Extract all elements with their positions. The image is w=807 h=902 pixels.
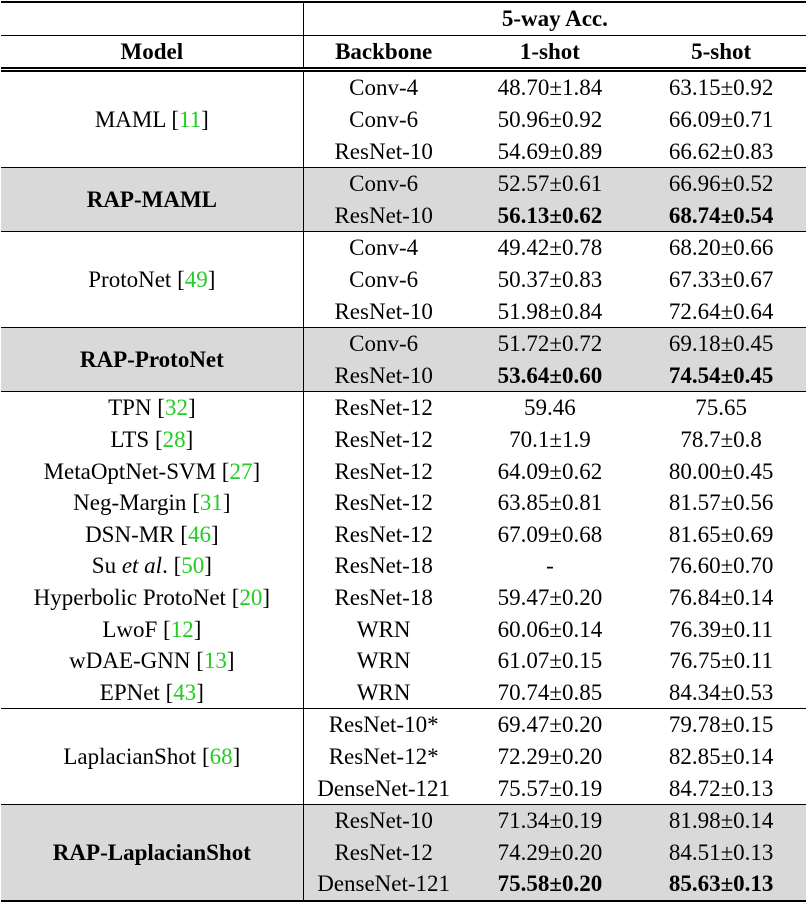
five-shot-cell: 66.62±0.83 bbox=[668, 138, 774, 164]
five-shot-cell: 63.15±0.92 bbox=[636, 70, 806, 104]
model-cell: LTS [28] bbox=[1, 424, 303, 456]
model-cell: TPN [32] bbox=[1, 392, 303, 424]
model-cell: LwoF [12] bbox=[1, 613, 303, 645]
one-shot-cell: - bbox=[546, 553, 554, 579]
model-cell: Neg-Margin [31] bbox=[1, 487, 303, 519]
table-row bbox=[1, 582, 806, 614]
header-5shot: 5-shot bbox=[636, 35, 806, 70]
five-shot-cell: 66.96±0.52 bbox=[636, 167, 806, 199]
backbone-cell: ResNet-12* bbox=[328, 743, 439, 769]
model-name: Su bbox=[91, 553, 117, 579]
one-shot-cell: 61.07±0.15 bbox=[497, 648, 603, 674]
header-group-5way: 5-way Acc. bbox=[303, 2, 806, 35]
model-name: RAP-MAML bbox=[86, 187, 217, 213]
citation-link[interactable]: 43 bbox=[173, 679, 197, 705]
model-name: Neg-Margin bbox=[73, 490, 187, 516]
table-row bbox=[1, 455, 806, 487]
five-shot-cell: 84.72±0.13 bbox=[668, 775, 774, 801]
one-shot-cell: 50.37±0.83 bbox=[497, 267, 603, 293]
model-name: RAP-LaplacianShot bbox=[52, 839, 251, 865]
citation-link[interactable]: 32 bbox=[164, 395, 188, 421]
model-cell bbox=[1, 167, 303, 231]
backbone-cell: ResNet-12 bbox=[334, 521, 433, 547]
model-name: Hyperbolic ProtoNet bbox=[33, 584, 226, 610]
one-shot-cell: 51.98±0.84 bbox=[497, 298, 603, 324]
model-name-suffix: . bbox=[162, 553, 168, 579]
five-shot-cell: 78.7±0.8 bbox=[680, 427, 762, 453]
citation-link[interactable]: 12 bbox=[170, 616, 194, 642]
one-shot-cell: 50.96±0.92 bbox=[497, 107, 603, 133]
five-shot-cell: 81.65±0.69 bbox=[668, 521, 774, 547]
backbone-cell: WRN bbox=[356, 648, 411, 674]
model-name: TPN bbox=[108, 395, 152, 421]
table-row bbox=[1, 70, 806, 104]
five-shot-cell: 76.75±0.11 bbox=[669, 648, 774, 674]
one-shot-cell: 60.06±0.14 bbox=[497, 616, 603, 642]
model-cell: DSN-MR [46] bbox=[1, 519, 303, 551]
model-name: LwoF bbox=[102, 616, 158, 642]
five-shot-cell: 68.20±0.66 bbox=[636, 232, 806, 264]
backbone-cell: ResNet-10 bbox=[334, 298, 433, 324]
table-row bbox=[1, 519, 806, 551]
one-shot-cell: 51.72±0.72 bbox=[464, 327, 637, 359]
model-name: ProtoNet bbox=[88, 267, 172, 293]
model-cell: Hyperbolic ProtoNet [20] bbox=[1, 582, 303, 614]
one-shot-cell: 71.34±0.19 bbox=[464, 804, 637, 836]
one-shot-cell: 64.09±0.62 bbox=[497, 458, 603, 484]
one-shot-cell: 75.57±0.19 bbox=[497, 775, 603, 801]
backbone-cell: WRN bbox=[356, 616, 411, 642]
backbone-cell: Conv-6 bbox=[303, 167, 463, 199]
backbone-cell: DenseNet-121 bbox=[303, 868, 463, 901]
backbone-cell: ResNet-10 bbox=[303, 200, 463, 232]
backbone-cell: ResNet-10 bbox=[303, 360, 463, 392]
five-shot-cell: 79.78±0.15 bbox=[636, 709, 806, 741]
table-row bbox=[1, 804, 806, 836]
backbone-cell: ResNet-12 bbox=[334, 458, 433, 484]
one-shot-cell: 74.29±0.20 bbox=[464, 836, 637, 868]
backbone-cell: ResNet-12 bbox=[303, 392, 463, 424]
five-shot-cell: 76.39±0.11 bbox=[669, 616, 774, 642]
five-shot-cell: 68.74±0.54 bbox=[636, 200, 806, 232]
one-shot-cell: 67.09±0.68 bbox=[497, 521, 603, 547]
table-row bbox=[1, 232, 806, 264]
five-shot-cell: 81.57±0.56 bbox=[668, 490, 774, 516]
five-shot-cell: 84.34±0.53 bbox=[668, 679, 774, 705]
one-shot-cell: 53.64±0.60 bbox=[464, 360, 637, 392]
five-shot-cell: 80.00±0.45 bbox=[668, 458, 774, 484]
five-shot-cell: 67.33±0.67 bbox=[668, 267, 774, 293]
backbone-cell: ResNet-12 bbox=[334, 490, 433, 516]
one-shot-cell: 72.29±0.20 bbox=[497, 743, 603, 769]
table-row bbox=[1, 550, 806, 582]
table-row bbox=[1, 676, 806, 708]
one-shot-cell: 70.74±0.85 bbox=[497, 679, 603, 705]
table-row bbox=[1, 613, 806, 645]
five-shot-cell: 85.63±0.13 bbox=[636, 868, 806, 901]
model-cell bbox=[1, 327, 303, 391]
backbone-cell: ResNet-18 bbox=[334, 553, 433, 579]
backbone-cell: Conv-6 bbox=[349, 267, 419, 293]
model-name-italic: et al bbox=[121, 553, 163, 579]
model-name: DSN-MR bbox=[85, 521, 175, 547]
table-body bbox=[1, 70, 806, 901]
citation-link[interactable]: 49 bbox=[184, 267, 208, 293]
backbone-cell: ResNet-12 bbox=[303, 836, 463, 868]
backbone-cell: ResNet-12 bbox=[334, 427, 433, 453]
five-shot-cell: 81.98±0.14 bbox=[636, 804, 806, 836]
backbone-cell: ResNet-10 bbox=[334, 138, 433, 164]
one-shot-cell: 49.42±0.78 bbox=[464, 232, 637, 264]
model-cell: wDAE-GNN [13] bbox=[1, 645, 303, 677]
five-shot-cell: 75.65 bbox=[636, 392, 806, 424]
five-shot-cell: 69.18±0.45 bbox=[636, 327, 806, 359]
one-shot-cell: 52.57±0.61 bbox=[464, 167, 637, 199]
model-name: MAML bbox=[94, 107, 166, 133]
five-shot-cell: 84.51±0.13 bbox=[636, 836, 806, 868]
backbone-cell: Conv-4 bbox=[303, 70, 463, 104]
one-shot-cell: 75.58±0.20 bbox=[464, 868, 637, 901]
citation-link[interactable]: 28 bbox=[162, 427, 186, 453]
table-row bbox=[1, 645, 806, 677]
backbone-cell: ResNet-10 bbox=[303, 804, 463, 836]
model-cell: MAML [11] bbox=[1, 70, 303, 168]
one-shot-cell: 69.47±0.20 bbox=[464, 709, 637, 741]
header-backbone: Backbone bbox=[303, 35, 463, 70]
five-shot-cell: 76.84±0.14 bbox=[668, 584, 774, 610]
table-row bbox=[1, 167, 806, 199]
table-row bbox=[1, 424, 806, 456]
backbone-cell: Conv-6 bbox=[303, 327, 463, 359]
citation-link[interactable]: 68 bbox=[209, 743, 233, 769]
backbone-cell: WRN bbox=[356, 679, 411, 705]
model-cell: MetaOptNet-SVM [27] bbox=[1, 455, 303, 487]
results-table bbox=[1, 1, 806, 902]
model-name: RAP-ProtoNet bbox=[79, 347, 224, 373]
citation-link[interactable]: 50 bbox=[181, 553, 205, 579]
citation-link[interactable]: 13 bbox=[203, 648, 227, 674]
model-name: EPNet bbox=[99, 679, 160, 705]
model-name: LTS bbox=[110, 427, 150, 453]
five-shot-cell: 66.09±0.71 bbox=[668, 107, 774, 133]
one-shot-cell: 56.13±0.62 bbox=[464, 200, 637, 232]
table-row bbox=[1, 487, 806, 519]
model-cell: LaplacianShot [68] bbox=[1, 709, 303, 805]
header-empty bbox=[1, 2, 303, 35]
model-cell bbox=[1, 804, 303, 900]
model-name: wDAE-GNN bbox=[69, 648, 191, 674]
citation-link[interactable]: 20 bbox=[239, 584, 263, 610]
model-cell: EPNet [43] bbox=[1, 676, 303, 708]
one-shot-cell: 54.69±0.89 bbox=[497, 138, 603, 164]
model-cell: Su et al. [50] bbox=[1, 550, 303, 582]
model-name: MetaOptNet-SVM bbox=[43, 458, 217, 484]
table-row bbox=[1, 709, 806, 741]
five-shot-cell: 82.85±0.14 bbox=[668, 743, 774, 769]
one-shot-cell: 63.85±0.81 bbox=[497, 490, 603, 516]
backbone-cell: DenseNet-121 bbox=[317, 775, 451, 801]
table-row bbox=[1, 392, 806, 424]
backbone-cell: ResNet-18 bbox=[334, 584, 433, 610]
five-shot-cell: 72.64±0.64 bbox=[668, 298, 774, 324]
one-shot-cell: 48.70±1.84 bbox=[464, 70, 637, 104]
one-shot-cell: 59.46 bbox=[464, 392, 637, 424]
header-model: Model bbox=[1, 35, 303, 70]
model-cell: ProtoNet [49] bbox=[1, 232, 303, 328]
five-shot-cell: 74.54±0.45 bbox=[636, 360, 806, 392]
backbone-cell: Conv-6 bbox=[349, 107, 419, 133]
one-shot-cell: 59.47±0.20 bbox=[497, 584, 603, 610]
citation-link[interactable]: 11 bbox=[179, 107, 202, 133]
model-name: LaplacianShot bbox=[63, 743, 197, 769]
backbone-cell: ResNet-10* bbox=[303, 709, 463, 741]
citation-link[interactable]: 27 bbox=[229, 458, 253, 484]
five-shot-cell: 76.60±0.70 bbox=[668, 553, 774, 579]
citation-link[interactable]: 46 bbox=[187, 521, 211, 547]
one-shot-cell: 70.1±1.9 bbox=[509, 427, 591, 453]
backbone-cell: Conv-4 bbox=[303, 232, 463, 264]
table-row bbox=[1, 327, 806, 359]
citation-link[interactable]: 31 bbox=[199, 490, 223, 516]
header-1shot: 1-shot bbox=[464, 35, 637, 70]
